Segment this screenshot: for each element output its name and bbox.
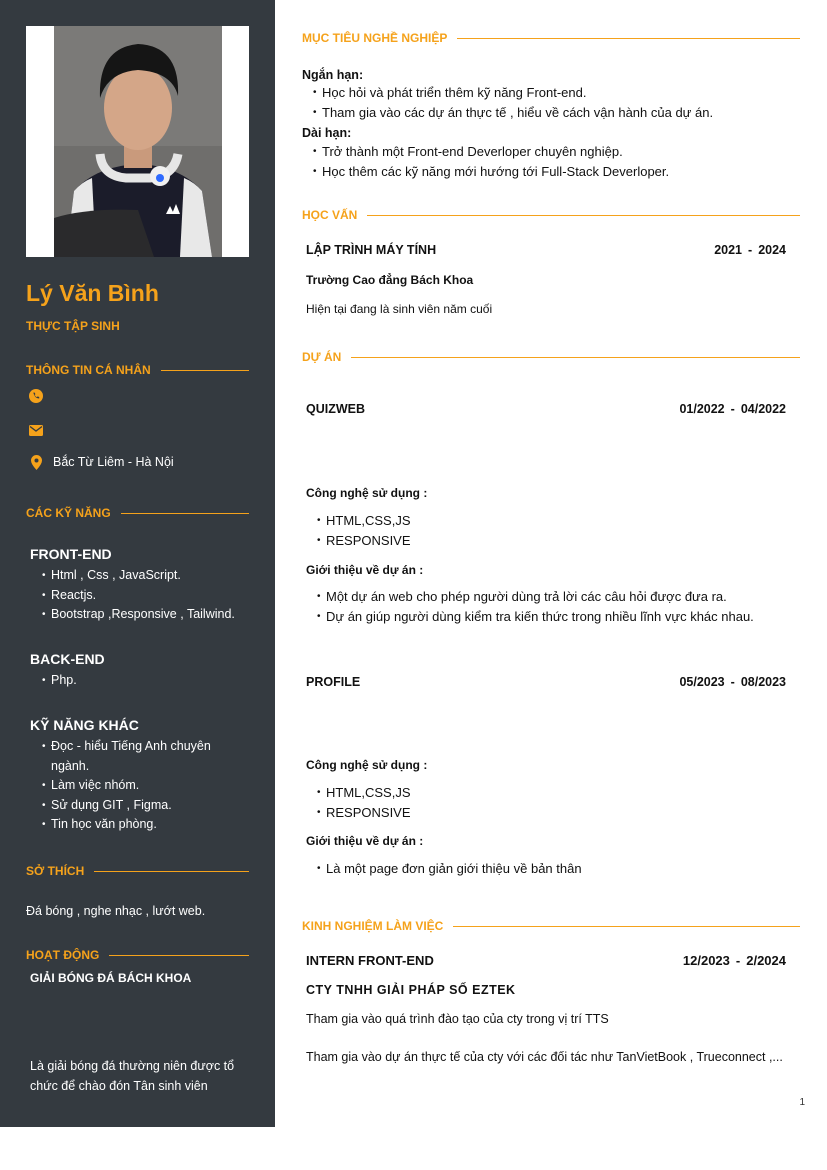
long-term-label: Dài hạn:: [302, 126, 352, 140]
long-term-list: [313, 142, 669, 182]
tech-label: Công nghệ sử dụng :: [306, 486, 428, 500]
project-name: QUIZWEB: [306, 402, 366, 416]
location-icon: [28, 454, 44, 470]
list-item: • Trở thành một Front-end Deverloper chuyên nghiệp.: [313, 142, 669, 162]
list-item: • RESPONSIVE: [317, 531, 411, 551]
skill-group-other: [30, 717, 225, 835]
phone-row: [28, 388, 53, 404]
skill-item: • Tin học văn phòng.: [42, 815, 225, 835]
sidebar: [0, 0, 275, 1127]
intro-list: [317, 587, 754, 627]
personal-info-heading: THÔNG TIN CÁ NHÂN: [26, 362, 249, 378]
main-content: [275, 0, 827, 1170]
short-term-list: [313, 83, 713, 123]
experience-dates: 12/2023 - 2/2024: [682, 953, 786, 968]
experience-position: INTERN FRONT-END: [306, 953, 434, 968]
list-item: • RESPONSIVE: [317, 803, 411, 823]
project-name: PROFILE: [306, 675, 361, 689]
intro-label: Giới thiệu về dự án :: [306, 563, 424, 577]
experience-heading: KINH NGHIỆM LÀM VIỆC: [302, 918, 800, 934]
education-major: LẬP TRÌNH MÁY TÍNH: [306, 243, 437, 257]
list-item: • Học hỏi và phát triển thêm kỹ năng Front-end.: [313, 83, 713, 103]
profile-photo: [26, 26, 249, 257]
list-item: • Tham gia vào các dự án thực tế , hiểu về cách vận hành của dự án.: [313, 103, 713, 123]
page-number: 1: [799, 1097, 805, 1108]
list-item: • HTML,CSS,JS: [317, 511, 411, 531]
skill-item: • Làm việc nhóm.: [42, 776, 225, 796]
address-text: Bắc Từ Liêm - Hà Nội: [53, 455, 174, 469]
address-row: [28, 454, 174, 470]
project-dates: 01/2022 - 04/2022: [679, 402, 786, 416]
project-row: [306, 675, 786, 689]
education-row: [306, 243, 786, 257]
education-dates: 2021 - 2024: [714, 243, 786, 257]
list-item: • Dự án giúp người dùng kiểm tra kiến thức trong nhiều lĩnh vực khác nhau.: [317, 607, 754, 627]
activity-description: Là giải bóng đá thường niên được tổ chức để chào đón Tân sinh viên: [30, 1059, 235, 1093]
skill-item: • Html , Css , JavaScript.: [42, 566, 255, 586]
email-icon: [28, 422, 44, 438]
education-note: Hiện tại đang là sinh viên năm cuối: [306, 302, 493, 316]
project-row: [306, 402, 786, 416]
activities-heading: HOẠT ĐỘNG: [26, 947, 249, 963]
list-item: • HTML,CSS,JS: [317, 783, 411, 803]
skill-group-backend: [30, 651, 255, 691]
school-name: Trường Cao đẳng Bách Khoa: [306, 273, 474, 287]
experience-row: [306, 953, 786, 968]
skill-item: • Bootstrap ,Responsive , Tailwind.: [42, 605, 255, 625]
short-term-label: Ngắn hạn:: [302, 68, 364, 82]
tech-label: Công nghệ sử dụng :: [306, 758, 428, 772]
hobbies-heading: SỞ THÍCH: [26, 863, 249, 879]
list-item: • Học thêm các kỹ năng mới hướng tới Full-Stack Deverloper.: [313, 162, 669, 182]
skill-item: • Sử dụng GIT , Figma.: [42, 796, 225, 816]
phone-icon: [28, 388, 44, 404]
intro-list: [317, 859, 582, 879]
skill-group-frontend: [30, 546, 255, 625]
email-row: [28, 422, 53, 438]
skills-heading: CÁC KỸ NĂNG: [26, 505, 249, 521]
skill-group-title: KỸ NĂNG KHÁC: [30, 717, 139, 733]
candidate-role: THỰC TẬP SINH: [26, 319, 120, 333]
education-heading: HỌC VẤN: [302, 207, 800, 223]
list-item: • Là một page đơn giản giới thiệu về bản thân: [317, 859, 582, 879]
tech-list: [317, 783, 411, 823]
candidate-name: Lý Văn Bình: [26, 280, 159, 306]
skill-item: • Php.: [42, 671, 255, 691]
tech-list: [317, 511, 411, 551]
experience-line-2: Tham gia vào dự án thực tế của cty với các đối tác như TanVietBook , Trueconnect ,...: [306, 1050, 783, 1064]
skill-group-title: BACK-END: [30, 651, 105, 667]
intro-label: Giới thiệu về dự án :: [306, 834, 424, 848]
hobbies-text: Đá bóng , nghe nhạc , lướt web.: [26, 904, 206, 918]
activity-title: GIẢI BÓNG ĐÁ BÁCH KHOA: [30, 971, 192, 985]
list-item: • Một dự án web cho phép người dùng trả lời các câu hỏi được đưa ra.: [317, 587, 754, 607]
objective-heading: MỤC TIÊU NGHỀ NGHIỆP: [302, 30, 800, 46]
company-name: CTY TNHH GIẢI PHÁP SỐ EZTEK: [306, 983, 516, 997]
skill-group-title: FRONT-END: [30, 546, 112, 562]
skill-item: • Đọc - hiểu Tiếng Anh chuyên ngành.: [42, 737, 225, 776]
project-dates: 05/2023 - 08/2023: [679, 675, 786, 689]
experience-line-1: Tham gia vào quá trình đào tạo của cty trong vị trí TTS: [306, 1012, 609, 1026]
skill-item: • Reactjs.: [42, 586, 255, 606]
projects-heading: DỰ ÁN: [302, 349, 800, 365]
